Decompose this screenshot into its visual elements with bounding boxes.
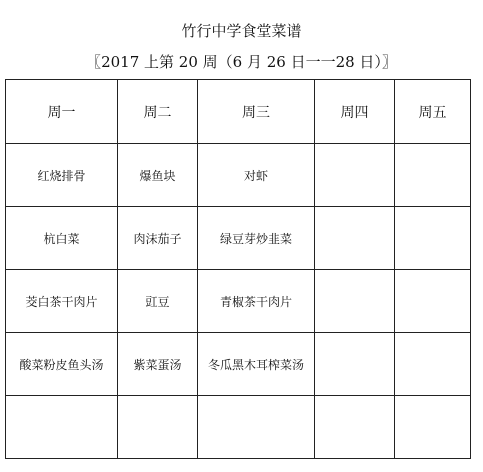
- page-title: 竹行中学食堂菜谱: [181, 22, 302, 40]
- column-header-tuesday: 周二: [118, 80, 198, 144]
- column-header-monday: 周一: [6, 80, 118, 144]
- table-cell: 青椒茶干肉片: [198, 270, 315, 333]
- week-range-subtitle: 〖2017 上第 20 周（6 月 26 日一一28 日）〗: [86, 53, 397, 71]
- table-cell: [395, 207, 471, 270]
- table-cell: [118, 396, 198, 459]
- table-cell: [395, 270, 471, 333]
- table-cell: 酸菜粉皮鱼头汤: [6, 333, 118, 396]
- table-cell: [395, 333, 471, 396]
- table-cell: [6, 396, 118, 459]
- table-cell: [395, 396, 471, 459]
- table-cell: 杭白菜: [6, 207, 118, 270]
- table-cell: 绿豆芽炒韭菜: [198, 207, 315, 270]
- table-row: [6, 207, 471, 270]
- menu-table: [5, 79, 471, 459]
- table-cell: 肉沫茄子: [118, 207, 198, 270]
- table-row: [6, 333, 471, 396]
- column-header-thursday: 周四: [315, 80, 395, 144]
- column-header-friday: 周五: [395, 80, 471, 144]
- table-cell: [315, 270, 395, 333]
- table-cell: [315, 144, 395, 207]
- table-row: [6, 144, 471, 207]
- table-cell: 豇豆: [118, 270, 198, 333]
- table-cell: 冬瓜黑木耳榨菜汤: [198, 333, 315, 396]
- table-cell: 茭白茶干肉片: [6, 270, 118, 333]
- table-cell: [315, 396, 395, 459]
- header-row: [6, 80, 471, 144]
- column-header-wednesday: 周三: [198, 80, 315, 144]
- table-cell: 红烧排骨: [6, 144, 118, 207]
- table-cell: [198, 396, 315, 459]
- table-row: [6, 396, 471, 459]
- table-cell: 对虾: [198, 144, 315, 207]
- table-cell: [315, 333, 395, 396]
- table-cell: 紫菜蛋汤: [118, 333, 198, 396]
- table-cell: 爆鱼块: [118, 144, 198, 207]
- table-cell: [315, 207, 395, 270]
- table-cell: [395, 144, 471, 207]
- table-row: [6, 270, 471, 333]
